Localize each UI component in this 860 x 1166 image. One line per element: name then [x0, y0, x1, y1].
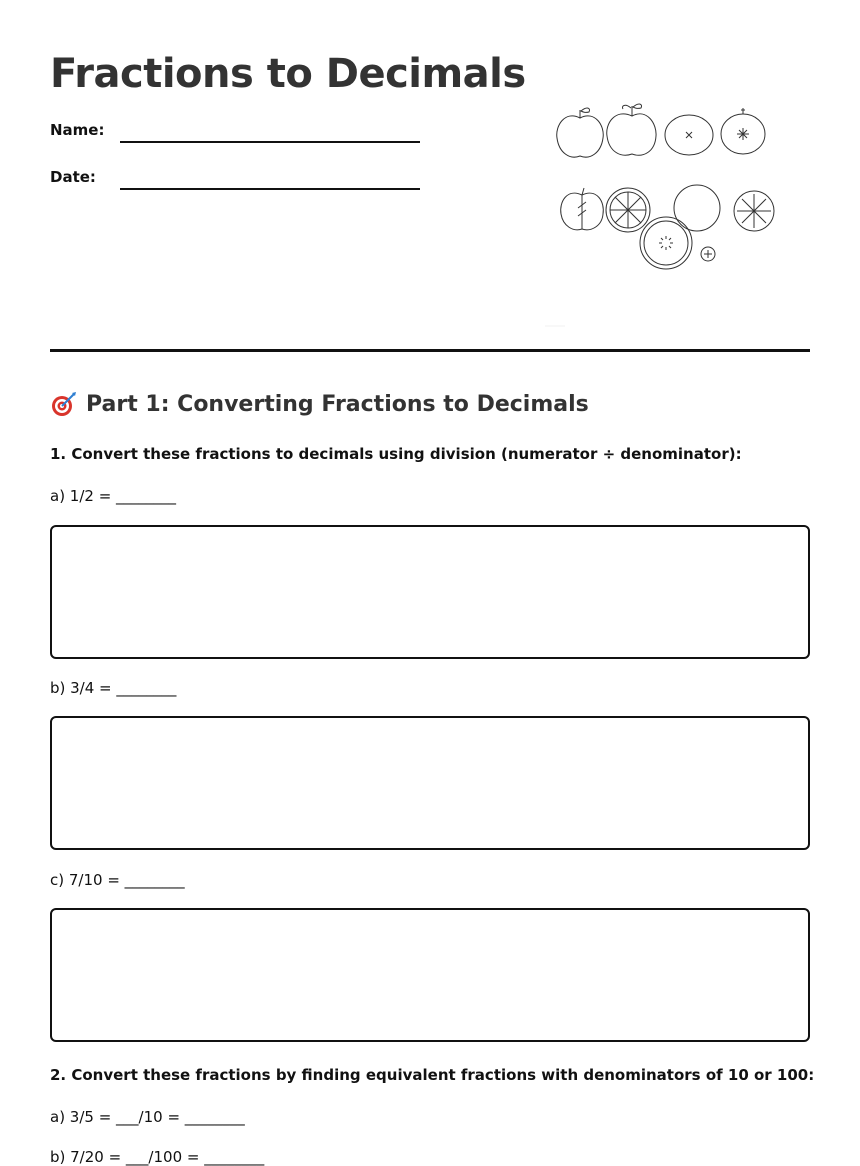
- question-2b: b) 7/20 = ___/100 = ________: [50, 1148, 265, 1166]
- section-heading: Part 1: Converting Fractions to Decimals: [86, 391, 589, 417]
- faint-watermark-icon: [545, 294, 565, 326]
- question-1b: b) 3/4 = ________: [50, 679, 177, 697]
- orange-slice-icon: [606, 188, 650, 232]
- lime-slice-icon: [734, 191, 774, 231]
- section-divider: [50, 349, 810, 352]
- question-1-prompt: 1. Convert these fractions to decimals using division (numerator ÷ denominator):: [50, 445, 742, 463]
- orange-icon: [674, 185, 720, 231]
- orange-slice-icon: [665, 115, 713, 155]
- question-2-prompt: 2. Convert these fractions by finding equivalent fractions with denominators of 10 or 100:: [50, 1066, 815, 1084]
- name-line[interactable]: [120, 121, 420, 143]
- target-icon: [50, 390, 78, 418]
- answer-box-1b[interactable]: [50, 716, 810, 850]
- small-fruit-icon: [701, 247, 715, 261]
- apple-half-icon: [561, 188, 604, 230]
- answer-box-1c[interactable]: [50, 908, 810, 1042]
- date-line[interactable]: [120, 168, 420, 190]
- answer-box-1a[interactable]: [50, 525, 810, 659]
- fruit-illustration: [545, 98, 785, 338]
- kiwi-slice-icon: [640, 217, 692, 269]
- date-label: Date:: [50, 168, 96, 186]
- name-label: Name:: [50, 121, 105, 139]
- question-2a: a) 3/5 = ___/10 = ________: [50, 1108, 245, 1126]
- section-header: [50, 390, 589, 418]
- question-1c: c) 7/10 = ________: [50, 871, 185, 889]
- fruit-half-icon: [721, 108, 765, 154]
- page-title: Fractions to Decimals: [50, 51, 526, 97]
- apple-icon: [607, 104, 656, 155]
- question-1a: a) 1/2 = ________: [50, 487, 177, 505]
- apple-icon: [557, 108, 604, 157]
